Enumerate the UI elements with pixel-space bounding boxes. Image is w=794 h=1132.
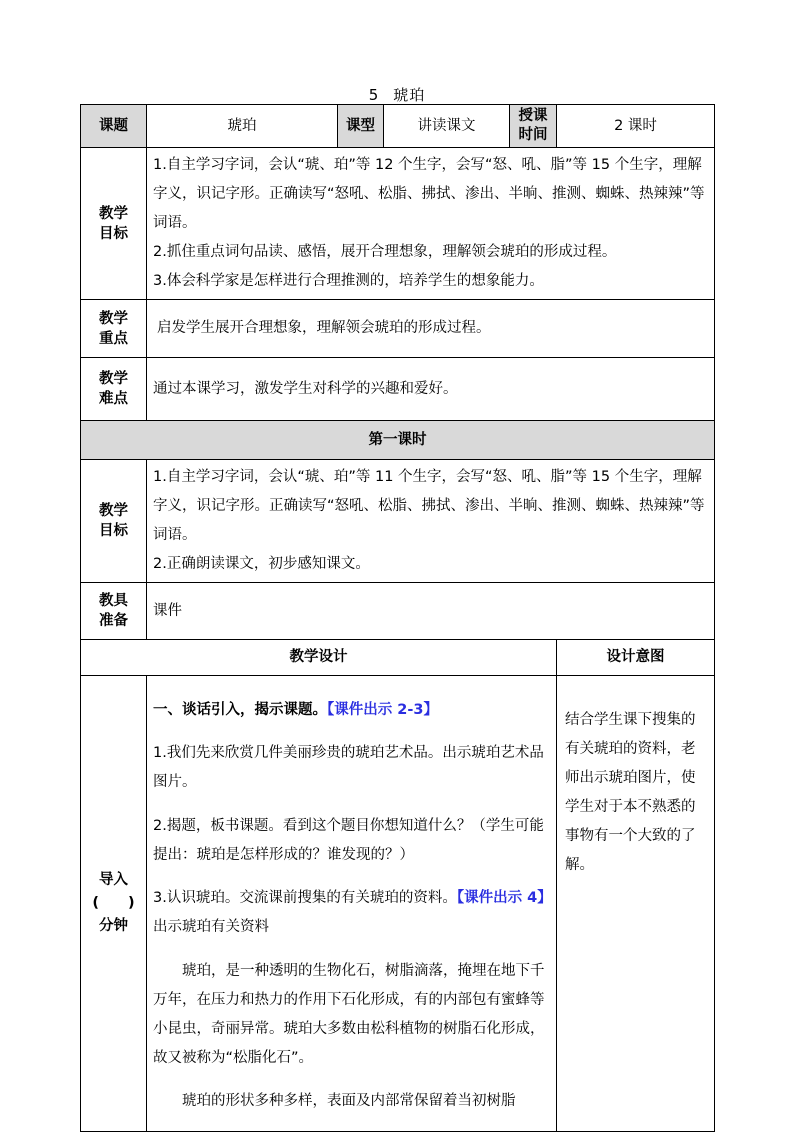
focus-label-line2: 重点	[99, 330, 128, 347]
step-3-tag: 【课件出示 4】	[456, 890, 552, 906]
focus-row	[81, 300, 715, 358]
period-heading: 第一课时	[81, 421, 715, 460]
topic-value: 琥珀	[147, 105, 338, 148]
intent-header: 设计意图	[557, 640, 715, 676]
difficulty-label	[81, 358, 147, 421]
type-value: 讲读课文	[384, 105, 510, 148]
period-goals-label-line2: 目标	[99, 523, 128, 539]
design-header: 教学设计	[81, 640, 557, 676]
time-label-line2: 时间	[518, 127, 548, 143]
period-goal-2: 2.正确朗读课文，初步感知课文。	[153, 556, 370, 572]
type-label: 课型	[338, 105, 384, 148]
overall-goals-content	[147, 148, 715, 300]
focus-label-line1: 教学	[99, 310, 128, 327]
lesson-name: 琥珀	[393, 86, 426, 104]
period-goals-row	[81, 460, 715, 583]
tools-label	[81, 583, 147, 640]
difficulty-label-line1: 教学	[99, 371, 128, 387]
header-row	[81, 105, 715, 148]
overall-goal-3: 3.体会科学家是怎样进行合理推测的，培养学生的想象能力。	[153, 273, 544, 289]
design-intent: 结合学生课下搜集的有关琥珀的资料，老师出示琥珀图片，使学生对于本不熟悉的事物有一个大致的了解。	[557, 676, 715, 1132]
period-goals-label-line1: 教学	[99, 503, 128, 519]
overall-goals-label	[81, 148, 147, 300]
step-2: 2.揭题，板书课题。看到这个题目你想知道什么？（学生可能提出：琥珀是怎样形成的？谁发现的？）	[153, 817, 544, 863]
lesson-title	[0, 84, 794, 105]
goals-label-line2: 目标	[99, 225, 128, 242]
stage-label-line1: 导入	[99, 871, 128, 888]
amber-para-1: 琥珀，是一种透明的生物化石，树脂滴落，掩埋在地下千万年，在压力和热力的作用下石化形成，有的内部包有蜜蜂等小昆虫，奇丽异常。琥珀大多数由松科植物的树脂石化形成，故又被称为“松脂化石”。	[153, 962, 545, 1066]
overall-goal-2: 2.抓住重点词句品读、感悟，展开合理想象，理解领会琥珀的形成过程。	[153, 244, 617, 260]
difficulty-label-line2: 难点	[99, 391, 128, 407]
overall-goals-row	[81, 148, 715, 300]
focus-label	[81, 300, 147, 358]
tools-label-line1: 教具	[99, 593, 128, 609]
section-tag: 【课件出示 2-3】	[327, 701, 438, 718]
step-3	[153, 884, 554, 942]
time-label-line1: 授课	[518, 108, 548, 124]
tools-row	[81, 583, 715, 640]
section-heading	[153, 696, 554, 725]
tools-content: 课件	[147, 583, 715, 640]
stage-label-line3: 分钟	[99, 917, 128, 934]
amber-para-2: 琥珀的形状多种多样，表面及内部常保留着当初树脂	[182, 1093, 516, 1109]
period-goals-label	[81, 460, 147, 583]
period-goal-1: 1.自主学习字词，会认“琥、珀”等 11 个生字，会写“怒、吼、脂”等 15 个生字，理解字义，识记字形。正确读写“怒吼、松脂、拂拭、渗出、半晌、推测、蜘蛛、热辣辣”等词语。	[153, 469, 705, 543]
step-3-tail: 出示琥珀有关资料	[153, 919, 269, 935]
stage-label-line2: ( )	[92, 894, 135, 911]
lesson-number: 5	[368, 86, 380, 104]
focus-content: 启发学生展开合理想象，理解领会琥珀的形成过程。	[147, 300, 715, 358]
time-label	[510, 105, 557, 148]
goals-label-line1: 教学	[99, 205, 128, 222]
topic-label: 课题	[81, 105, 147, 148]
difficulty-row	[81, 358, 715, 421]
section-title: 一、谈话引入，揭示课题。	[153, 701, 327, 718]
design-header-row	[81, 640, 715, 676]
step-3-text: 3.认识琥珀。交流课前搜集的有关琥珀的资料。	[153, 890, 457, 906]
period-heading-row	[81, 421, 715, 460]
intro-stage-row	[81, 676, 715, 1132]
step-1: 1.我们先来欣赏几件美丽珍贵的琥珀艺术品。出示琥珀艺术品图片。	[153, 745, 544, 790]
stage-label	[81, 676, 147, 1132]
lesson-body	[147, 676, 557, 1132]
overall-goal-1: 1.自主学习字词，会认“琥、珀”等 12 个生字，会写“怒、吼、脂”等 15 个生字，理解字义，识记字形。正确读写“怒吼、松脂、拂拭、渗出、半晌、推测、蜘蛛、热辣辣”等词语。	[153, 157, 705, 231]
difficulty-content: 通过本课学习，激发学生对科学的兴趣和爱好。	[147, 358, 715, 421]
period-goals-content	[147, 460, 715, 583]
lesson-plan-table	[80, 104, 715, 1132]
tools-label-line2: 准备	[99, 613, 128, 629]
time-value: 2 课时	[557, 105, 715, 148]
